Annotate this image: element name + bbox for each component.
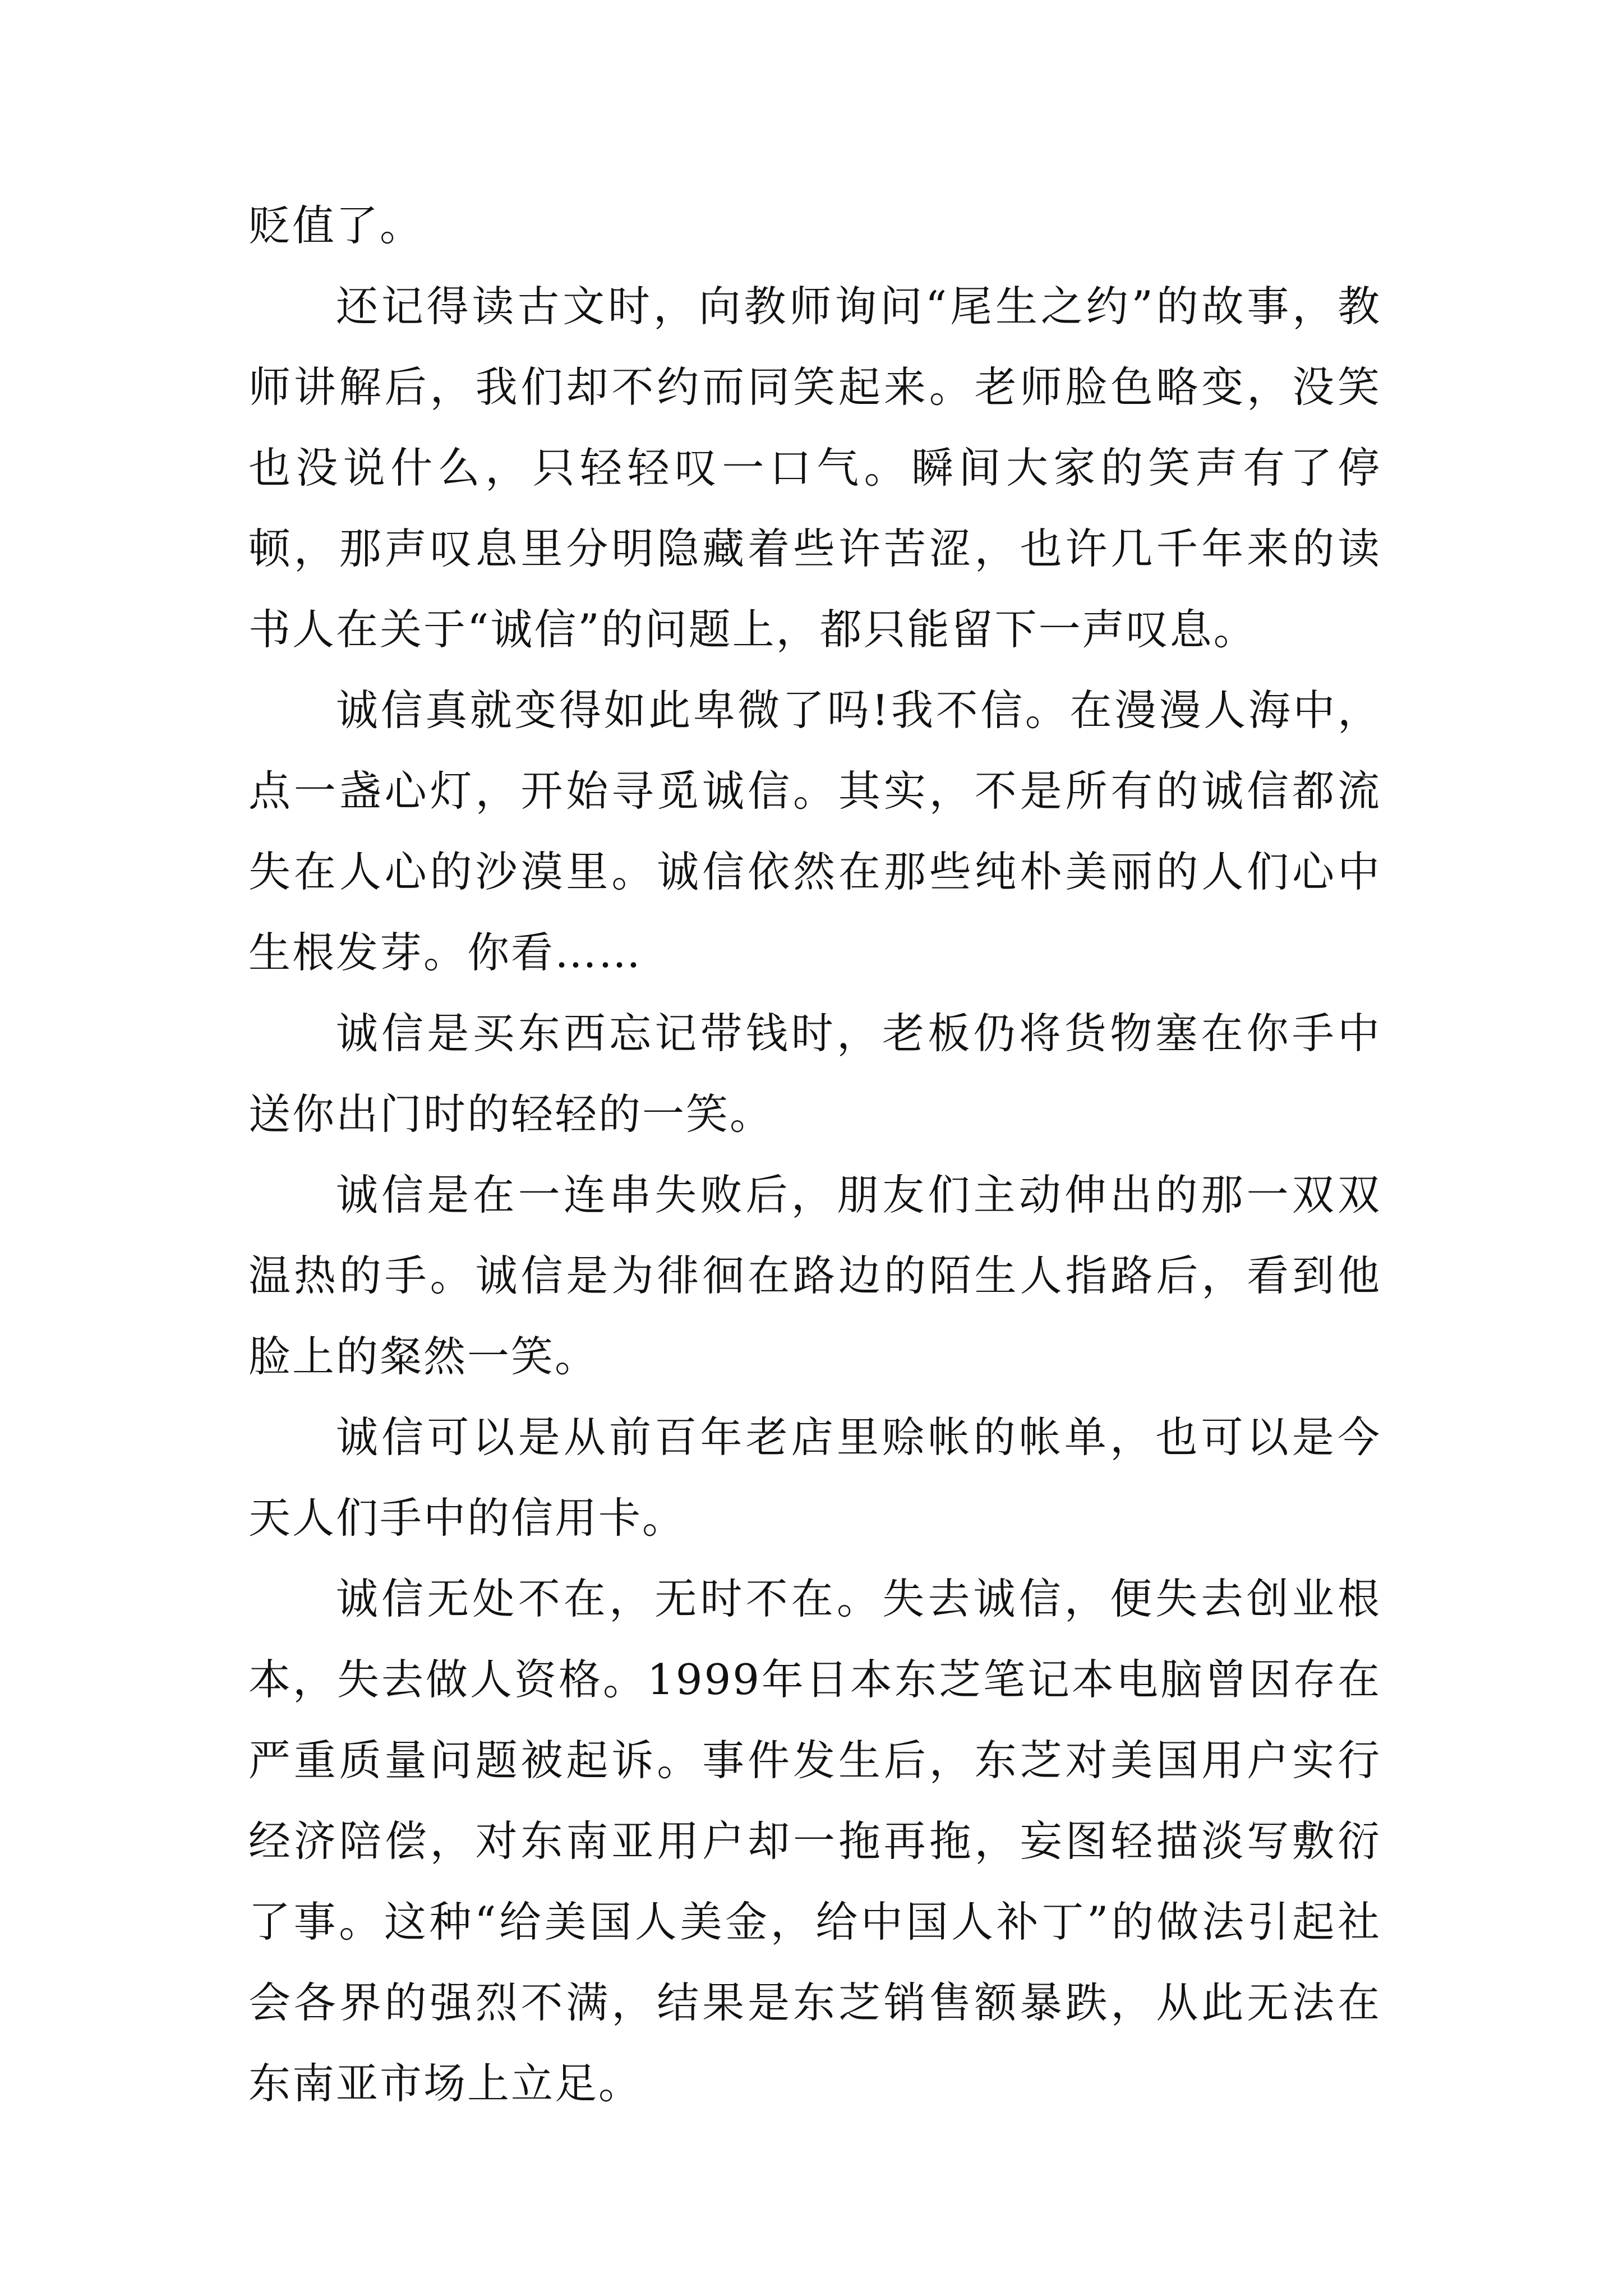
paragraph-7: 诚信无处不在，无时不在。失去诚信，便失去创业根本，失去做人资格。1999年日本东芝笔记本电脑曾因存在严重质量问题被起诉。事件发生后，东芝对美国用户实行经济陪偿，对东南亚用户却一拖再拖，妄图轻描淡写敷衍了事。这种“给美国人美金，给中国人补丁”的做法引起社会各界的强烈不满，结果是东芝销售额暴跌，从此无法在东南亚市场上立足。 bbox=[248, 1574, 1381, 2108]
paragraph-5: 诚信是在一连串失败后，朋友们主动伸出的那一双双温热的手。诚信是为徘徊在路边的陌生人指路后，看到他脸上的粲然一笑。 bbox=[248, 1170, 1381, 1381]
paragraph-6: 诚信可以是从前百年老店里赊帐的帐单，也可以是今天人们手中的信用卡。 bbox=[248, 1412, 1381, 1543]
paragraph-3: 诚信真就变得如此卑微了吗!我不信。在漫漫人海中，点一盏心灯，开始寻觅诚信。其实，不是所有的诚信都流失在人心的沙漠里。诚信依然在那些纯朴美丽的人们心中生根发芽。你看…… bbox=[248, 685, 1381, 977]
paragraph-4: 诚信是买东西忘记带钱时，老板仍将货物塞在你手中送你出门时的轻轻的一笑。 bbox=[248, 1009, 1381, 1139]
document-body bbox=[248, 185, 1381, 2124]
paragraph-2: 还记得读古文时，向教师询问“尾生之约”的故事，教师讲解后，我们却不约而同笑起来。老师脸色略变，没笑也没说什么，只轻轻叹一口气。瞬间大家的笑声有了停顿，那声叹息里分明隐藏着些许苦涩，也许几千年来的读书人在关于“诚信”的问题上，都只能留下一声叹息。 bbox=[248, 282, 1381, 654]
paragraph-1: 贬值了。 bbox=[248, 201, 424, 250]
